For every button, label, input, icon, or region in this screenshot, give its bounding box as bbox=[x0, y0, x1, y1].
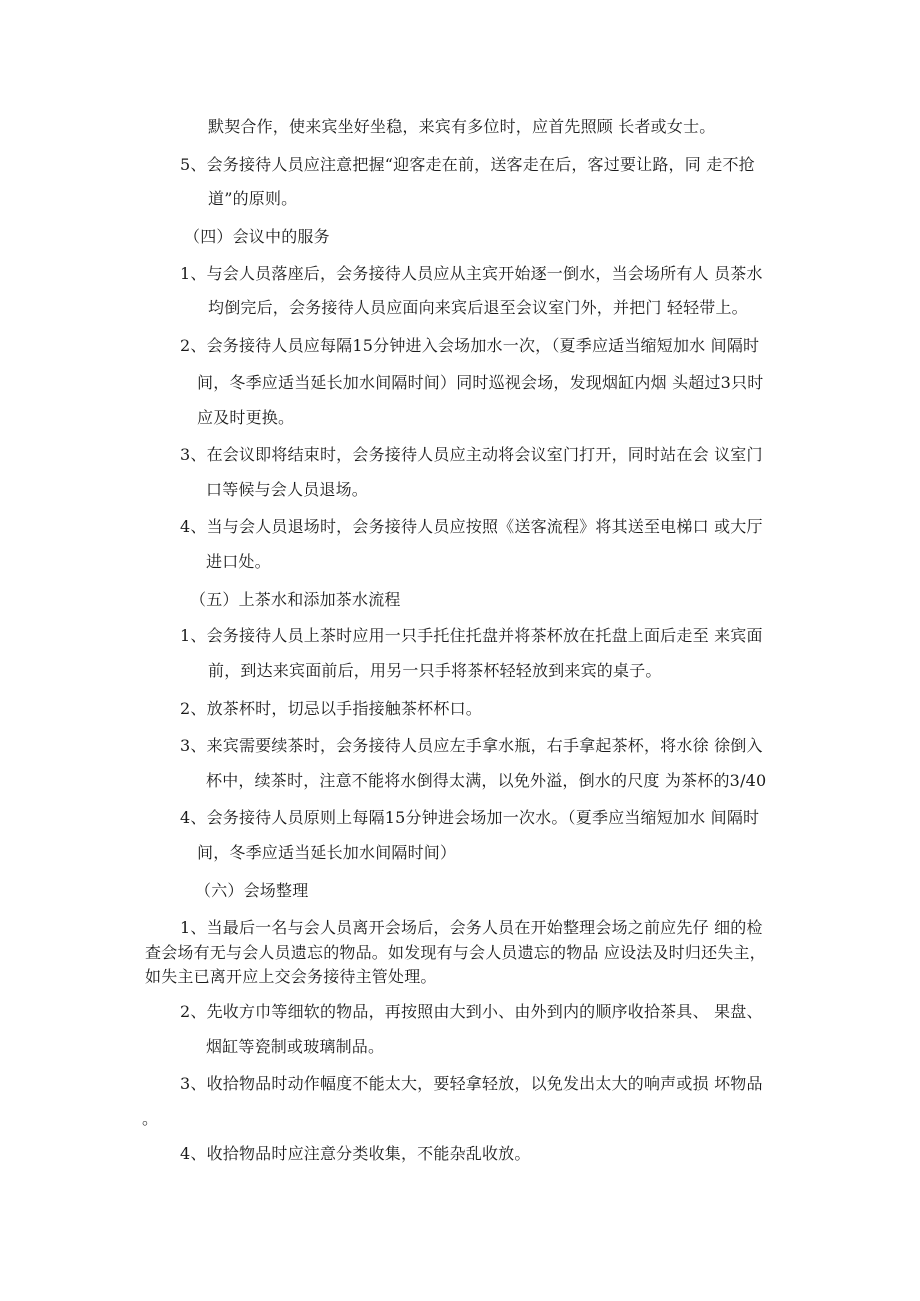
text-line: 应及时更换。 bbox=[197, 408, 295, 427]
text-line: 烟缸等瓷制或玻璃制品。 bbox=[206, 1037, 385, 1056]
text-line: 默契合作，使来宾坐好坐稳，来宾有多位时，应首先照顾 长者或女士。 bbox=[208, 117, 716, 136]
text-line: 进口处。 bbox=[206, 552, 271, 571]
text-line: 前，到达来宾面前后，用另一只手将茶杯轻轻放到来宾的桌子。 bbox=[208, 661, 662, 680]
text-line: 4、收拾物品时应注意分类收集，不能杂乱收放。 bbox=[180, 1144, 531, 1163]
text-line: 。 bbox=[142, 1109, 159, 1128]
text-line: 2、先收方巾等细软的物品，再按照由大到小、由外到内的顺序收拾茶具、 果盘、 bbox=[180, 1002, 763, 1021]
text-line: 杯中，续茶时，注意不能将水倒得太满，以免外溢，倒水的尺度 为茶杯的3/40 bbox=[206, 771, 767, 790]
text-line: 间，冬季应适当延长加水间隔时间）同时巡视会场，发现烟缸内烟 头超过3只时 bbox=[197, 373, 764, 392]
text-line: 5、会务接待人员应注意把握“迎客走在前，送客走在后，客过要让路，同 走不抢 bbox=[180, 155, 755, 174]
text-line: 1、当最后一名与会人员离开会场后，会务人员在开始整理会场之前应先仔 细的检 bbox=[180, 918, 763, 937]
text-line: 如失主已离开应上交会务接待主管处理。 bbox=[145, 967, 437, 986]
text-line: 2、会务接待人员应每隔15分钟进入会场加水一次，（夏季应适当缩短加水 间隔时 bbox=[180, 336, 760, 355]
text-line: 1、与会人员落座后，会务接待人员应从主宾开始逐一倒水，当会场所有人 员茶水 bbox=[180, 264, 763, 283]
text-line: 均倒完后，会务接待人员应面向来宾后退至会议室门外，并把门 轻轻带上。 bbox=[208, 298, 748, 317]
text-line: 1、会务接待人员上茶时应用一只手托住托盘并将茶杯放在托盘上面后走至 来宾面 bbox=[180, 626, 763, 645]
text-line: 查会场有无与会人员遗忘的物品。如发现有与会人员遗忘的物品 应设法及时归还失主， bbox=[145, 943, 766, 962]
text-line: 4、会务接待人员原则上每隔15分钟进会场加一次水。（夏季应当缩短加水 间隔时 bbox=[180, 808, 760, 827]
text-line: 道”的原则。 bbox=[208, 189, 298, 208]
text-line: 4、当与会人员退场时，会务接待人员应按照《送客流程》将其送至电梯口 或大厅 bbox=[180, 517, 763, 536]
text-line: 3、来宾需要续茶时，会务接待人员应左手拿水瓶，右手拿起茶杯，将水徐 徐倒入 bbox=[180, 736, 763, 755]
section-heading: （六）会场整理 bbox=[195, 881, 309, 900]
text-line: 口等候与会人员退场。 bbox=[206, 480, 369, 499]
section-heading: （五）上茶水和添加茶水流程 bbox=[190, 590, 401, 609]
text-line: 2、放茶杯时，切忌以手指接触茶杯杯口。 bbox=[180, 699, 482, 718]
text-line: 3、在会议即将结束时，会务接待人员应主动将会议室门打开，同时站在会 议室门 bbox=[180, 445, 763, 464]
text-line: 间，冬季应适当延长加水间隔时间） bbox=[197, 843, 457, 862]
text-line: 3、收拾物品时动作幅度不能太大，要轻拿轻放，以免发出太大的响声或损 坏物品 bbox=[180, 1074, 763, 1093]
section-heading: （四）会议中的服务 bbox=[184, 227, 330, 246]
